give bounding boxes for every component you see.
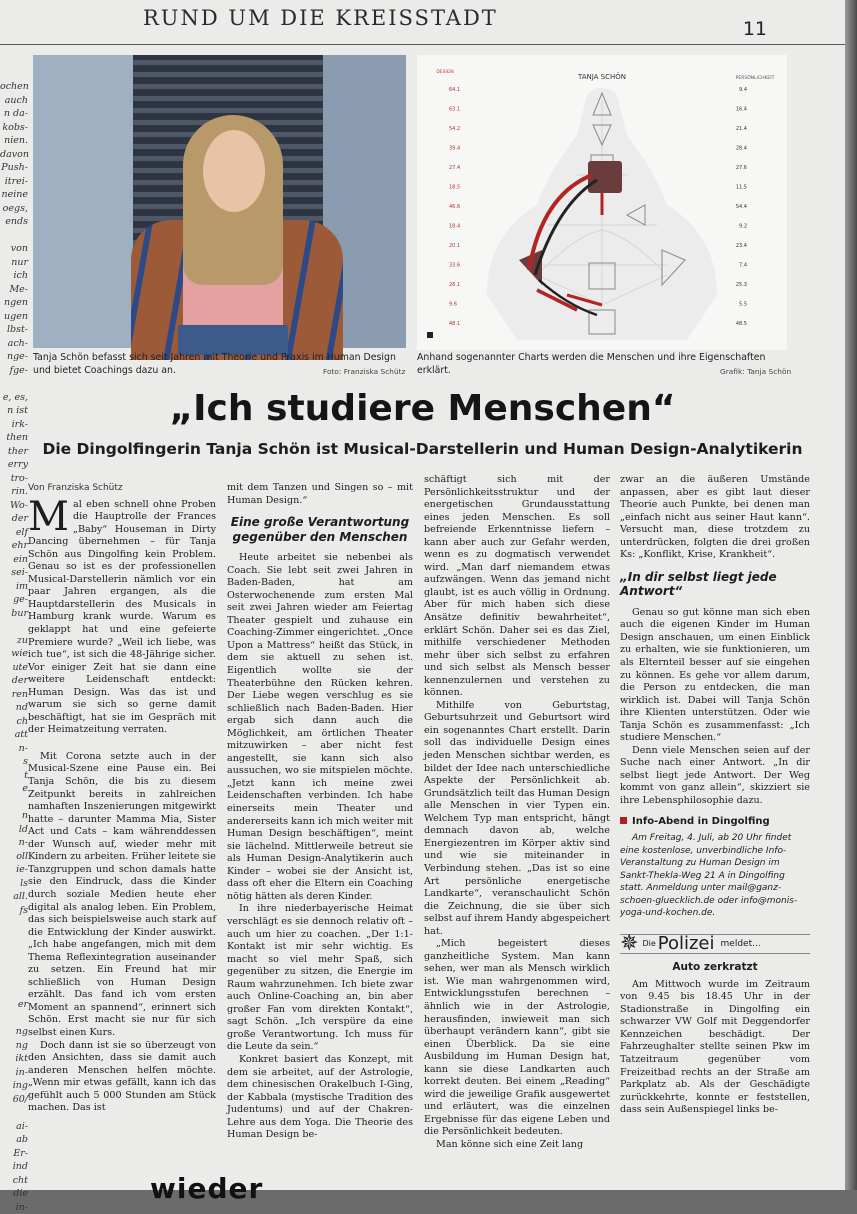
cutoff-text: ugen <box>0 310 28 324</box>
cutoff-text: ich <box>0 269 28 283</box>
cutoff-text: ach- <box>0 337 28 351</box>
cutoff-text: s <box>0 755 28 769</box>
subheadline: Die Dingolfingerin Tanja Schön ist Musical-Darstellerin und Human Design-Analytikerin <box>0 440 845 458</box>
cutoff-text: neine <box>0 188 28 202</box>
cutoff-text: in- <box>0 1201 28 1214</box>
cutoff-text: t <box>0 769 28 783</box>
chart-left-head: DESIGN <box>436 69 453 75</box>
cutoff-text: der <box>0 512 28 526</box>
cutoff-text: 60/ <box>0 1093 28 1107</box>
cutoff-text: wie <box>0 647 28 661</box>
chart-right-head: PERSÖNLICHKEIT <box>736 74 775 81</box>
chart-gate-value: 28.4 <box>736 146 747 152</box>
police-small: Die <box>642 938 655 951</box>
cutoff-text: ge- <box>0 593 28 607</box>
chart-left-values <box>449 87 460 327</box>
cutoff-text: nur <box>0 256 28 270</box>
cutoff-text: e, es, <box>0 391 28 405</box>
cutoff-text: ends <box>0 215 28 229</box>
police-title-word: Polizei <box>658 938 715 951</box>
article-column-3 <box>424 474 610 1152</box>
cutoff-text: erry <box>0 458 28 472</box>
paragraph: mit dem Tanzen und Singen so – mit Human Design.“ <box>227 482 413 507</box>
paragraph: Konkret basiert das Konzept, mit dem sie arbeitet, auf der Astrologie, dem chinesischen Orakelbuch I-Ging, der Kabbala (mystische Tradition des Judentums) und auf der Chakren-Lehre aus dem Yoga. Die Theorie des Human Design be- <box>227 1054 413 1142</box>
chart-gate-value: 63.1 <box>449 107 460 113</box>
cutoff-text: die <box>0 1187 28 1201</box>
cutoff-text: n- <box>0 836 28 850</box>
chart-gate-value: 23.4 <box>736 243 747 249</box>
cutoff-text: er <box>0 998 28 1012</box>
cutoff-text: Me- <box>0 283 28 297</box>
cutoff-text: ing <box>0 1079 28 1093</box>
cutoff-text: in- <box>0 1066 28 1080</box>
chart-gate-value: 28.1 <box>449 282 460 288</box>
cutoff-text: tro- <box>0 472 28 486</box>
chart-gate-value: 46.6 <box>449 204 460 210</box>
cutoff-text <box>0 917 28 931</box>
cutoff-text: then <box>0 431 28 445</box>
paragraph: schäftigt sich mit der Persönlichkeitsstruktur und der energetischen Grundausstattung eines jeden Menschen. Es soll befreiende Erkenntnisse liefern – kann aber auch zur Gefahr werden, wenn es zu dogmatisch verwendet wird. „Man darf niemandem etwas aufzwängen. Wenn das jemand nicht glaubt, ist es auch völlig in Ordnung. Aber für mich haben sich diese Ansätze definitiv bewahrheitet“, erklärt Schön. Daher sei es das Ziel, mithilfe verschiedener Methoden mehr über sich selbst zu erfahren und sich selbst als Mensch besser kennenzulernen und verstehen zu können. <box>424 474 610 700</box>
chart-gate-value: 48.1 <box>449 321 460 327</box>
paragraph: al eben schnell ohne Proben die Hauptrolle der Frances „Baby“ Houseman in Dirty Dancing übernehmen – für Tanja Schön aus Dingolfing kein Problem. Genau so ist es der professionellen Musical-Darstellerin nämlich vor ein paar Jahren ergangen, als die Hauptdarstellerin des Musicals in Hamburg krank wurde. Warum es geklappt hat und eine gefeierte Premiere wurde? „Weil ich liebe, was ich tue“, ist sich die 48-Jährige sicher. Vor einiger Zeit hat sie dann eine weitere Leidenschaft entdeckt: Human Design. Was das ist und warum sie sich so gerne damit beschäftigt, hat sie im Gespräch mit der Heimatzeitung verraten. <box>28 499 216 736</box>
cutoff-text: bur <box>0 607 28 621</box>
cutoff-text: fge- <box>0 364 28 378</box>
cutoff-text <box>0 229 28 243</box>
cutoff-text: von <box>0 242 28 256</box>
police-report-text: Am Mittwoch wurde im Zeitraum von 9.45 bis 18.45 Uhr in der Stadionstraße in Dingolfing ein schwarzer VW Golf mit Deggendorfer Kennzeichen beschädigt. Der Fahrzeughalter stellte seinen Pkw im Tatzeitraum gegenüber vom Freizeitbad rechts an der Straße am Parkplatz ab. Als der Geschädigte zurückkehrte, konnte er feststellen, dass sein Außenspiegel links be- <box>620 979 810 1117</box>
paragraph: In ihre niederbayerische Heimat verschlägt es sie dennoch relativ oft – auch um hier zu coachen. „Der 1:1-Kontakt ist mir sehr wichtig. Es macht so viel mehr Spaß, sich gegenüber zu sitzen, die Energie im Raum wahrzunehmen. Ich biete zwar auch Online-Coaching an, bin aber großer Fan vom direkten Kontakt“, sagt Schön. „Ich verspüre da eine große Verantwortung. Ich muss für die Leute da sein.“ <box>227 903 413 1054</box>
cutoff-text: ren <box>0 688 28 702</box>
info-box-text: Am Freitag, 4. Juli, ab 20 Uhr findet eine kostenlose, unverbindliche Info-Veranstaltung zu Human Design im Sankt-Thekla-Weg 21 A in Dingolfing statt. Anmeldung unter mail@ganz-schoen-gluecklich.de oder info@monis-yoga-und-kochen.de. <box>620 832 810 920</box>
paragraph: zwar an die äußeren Umstände anpassen, aber es gibt laut dieser Theorie auch Punkte, bei denen man „einfach nicht aus seiner Haut kann“. Versucht man, diese trotzdem zu unterdrücken, folgten die drei großen Ks: „Konflikt, Krise, Krankheit“. <box>620 474 810 562</box>
header-divider <box>0 44 845 45</box>
cutoff-text <box>0 620 28 634</box>
cutoff-text: irk- <box>0 418 28 432</box>
cutoff-text <box>0 796 28 810</box>
police-star-icon: ✵ <box>620 938 638 951</box>
chart-gate-value: 54.2 <box>449 126 460 132</box>
cutoff-text: im <box>0 580 28 594</box>
subheading-responsibility: Eine große Verantwortung gegenüber den Menschen <box>227 515 413 544</box>
paragraph: Man könne sich eine Zeit lang <box>424 1139 610 1152</box>
police-report-title: Auto zerkratzt <box>620 961 810 974</box>
chart-logo <box>427 332 433 338</box>
chart-gate-value: 18.4 <box>449 224 460 230</box>
cutoff-text: Wo- <box>0 499 28 513</box>
cutoff-text: ute <box>0 661 28 675</box>
cutoff-text: oll <box>0 850 28 864</box>
portrait-photo <box>33 55 406 348</box>
info-box-heading: Info-Abend in Dingolfing <box>620 816 810 829</box>
cutoff-text: n da- <box>0 107 28 121</box>
chart-gate-value: 9.2 <box>739 224 747 230</box>
cutoff-text: ai- <box>0 1120 28 1134</box>
article-column-4 <box>620 474 810 1117</box>
chart-gate-value: 48.5 <box>736 321 747 327</box>
cutoff-text: Er- <box>0 1147 28 1161</box>
cutoff-text: ikt <box>0 1052 28 1066</box>
cutoff-text <box>0 985 28 999</box>
previous-article-cutoff <box>0 80 28 1214</box>
cutoff-text <box>0 1106 28 1120</box>
cutoff-text: auch <box>0 94 28 108</box>
paragraph: Genau so gut könne man sich eben auch die eigenen Kinder im Human Design anschauen, um einen Einblick zu erhalten, wie sie funktionieren, um als Elternteil besser auf sie eingehen zu können. Es gehe vor allem darum, die Person zu entdecken, die man wirklich ist. Dabei will Tanja Schön ihre Klienten unterstützen. Oder wie Tanja Schön es zusammenfasst: „Ich studiere Menschen.“ <box>620 607 810 745</box>
cutoff-text: ld <box>0 823 28 837</box>
paragraph: Heute arbeitet sie nebenbei als Coach. Sie lebt seit zwei Jahren in Baden-Baden, hat am Osterwochenende zum ersten Mal seit zwei Jahren wieder am Feiertag Theater gespielt und zuhause ein Coaching-Zimmer eingerichtet. „Once Upon a Mattress“ heißt das Stück, in dem sie aktuell zu sehen ist. Eigentlich wollte sie der Theaterbühne den Rücken kehren. Der Liebe wegen verschlug es sie schließlich nach Baden-Baden. Hier ergab sich dann auch die Möglichkeit, am örtlichen Theater mitzuwirken – aber nicht fest angestellt, sie kann sich also aussuchen, wo sie mitspielen möchte. „Jetzt kann ich meine zwei Leidenschaften verbinden. Ich habe einerseits mein Theater und andererseits kann ich mich weiter mit Human Design beschäftigen“, meint sie lächelnd. Mittlerweile betreut sie als Human Design-Analytikerin auch Kinder – wobei sie der Ansicht ist, dass oft eher die Eltern ein Coaching nötig hätten als deren Kinder. <box>227 552 413 903</box>
center-g <box>588 161 622 193</box>
cutoff-text <box>0 931 28 945</box>
paragraph: Mithilfe von Geburtstag, Geburtsuhrzeit und Geburtsort wird ein sogenanntes Chart erstellt. Darin soll das individuelle Design eines jeden Menschen sichtbar werden, es bildet der Idee nach unterschiedliche Aspekte der Persönlichkeit ab. Grundsätzlich teilt das Human Design alle Menschen in vier Typen ein. Welchem Typ man entspricht, hängt demnach davon ab, welche Energiezentren im Körper aktiv sind und wie sie miteinander in Verbindung stehen. „Das ist so eine Art persönliche energetische Landkarte“, veranschaulicht Schön die Zeichnung, die sie über sich selbst auf ihrem Handy abgespeichert hat. <box>424 700 610 938</box>
cutoff-text: n ist <box>0 404 28 418</box>
cutoff-text: ls <box>0 877 28 891</box>
chart-gate-value: 21.4 <box>736 126 747 132</box>
cutoff-text: der <box>0 674 28 688</box>
paragraph: Doch dann ist sie so überzeugt von den Ansichten, dass sie damit auch anderen Menschen helfen möchte. „Wenn mir etwas gefällt, kann ich das gefühlt auch 5 000 Stunden am Stück machen. Das ist <box>28 1040 216 1115</box>
cutoff-text: ehr <box>0 539 28 553</box>
bodygraph-svg <box>417 55 787 350</box>
next-article-headline-partial: wieder <box>150 1172 263 1205</box>
chart-title: TANJA SCHÖN <box>577 72 626 81</box>
cutoff-text: n <box>0 809 28 823</box>
red-square-icon <box>620 817 627 824</box>
police-report-banner <box>620 934 810 955</box>
chart-right-values <box>736 87 747 327</box>
cutoff-text: ochen <box>0 80 28 94</box>
paragraph: Denn viele Menschen seien auf der Suche nach einer Antwort. „In dir selbst liegt jede Antwort. Der Weg kommt von ganz allein“, skizziert sie ihre Lebensphilosophie dazu. <box>620 745 810 808</box>
chart-gate-value: 54.4 <box>736 204 747 210</box>
paragraph: Mit Corona setzte auch in der Musical-Szene eine Pause ein. Bei Tanja Schön, die bis zu diesem Zeitpunkt bereits in zahlreichen namhaften Inszenierungen mitgewirkt hatte – darunter Mamma Mia, Sister Act und Cats – kam währenddessen der Wunsch auf, wieder mehr mit Kindern zu arbeiten. Früher leitete sie Tanzgruppen und schon damals hatte sie den Eindruck, dass die Kinder durch soziale Medien heute eher digital als analog leben. Ein Problem, das sich beispielsweise auch stark auf die Entwicklung der Kinder auswirkt. „Ich habe angefangen, mich mit dem Thema Reflexintegration auseinander zu setzen. Ein Freund hat mir schließlich von Human Design erzählt. Das fand ich vom ersten Moment an spannend“, erinnert sich Schön. Erst macht sie nur für sich selbst einen Kurs. <box>28 751 216 1040</box>
cutoff-text: oegs, <box>0 202 28 216</box>
chart-gate-value: 25.3 <box>736 282 747 288</box>
chart-gate-value: 9.6 <box>449 302 457 308</box>
chart-gate-value: 39.4 <box>449 146 460 152</box>
cutoff-text: ein <box>0 553 28 567</box>
cutoff-text: nien. <box>0 134 28 148</box>
cutoff-text: ng <box>0 1025 28 1039</box>
cutoff-text: att <box>0 728 28 742</box>
cutoff-text: ind <box>0 1160 28 1174</box>
cutoff-text: ngen <box>0 296 28 310</box>
cutoff-text: kobs- <box>0 121 28 135</box>
cutoff-text: ng <box>0 1039 28 1053</box>
cutoff-text: Push- <box>0 161 28 175</box>
chart-caption: Anhand sogenannter Charts werden die Menschen und ihre Eigenschaften erklärt. <box>417 352 787 377</box>
cutoff-text: ab <box>0 1133 28 1147</box>
cutoff-text: sei- <box>0 566 28 580</box>
drop-cap: M <box>28 500 69 534</box>
chart-gate-value: 64.1 <box>449 87 460 93</box>
cutoff-text: lbst- <box>0 323 28 337</box>
article-column-1 <box>28 482 216 1115</box>
police-meldet: meldet... <box>721 938 761 951</box>
article-column-2 <box>227 482 413 1142</box>
cutoff-text: davon <box>0 148 28 162</box>
chart-gate-value: 16.4 <box>736 107 747 113</box>
cutoff-text <box>0 971 28 985</box>
section-title: RUND UM DIE KREISSTADT <box>143 6 498 30</box>
cutoff-text: fs <box>0 904 28 918</box>
chart-gate-value: 18.5 <box>449 185 460 191</box>
cutoff-text: e <box>0 782 28 796</box>
chart-gate-value: 7.4 <box>739 263 747 269</box>
cutoff-text: nge- <box>0 350 28 364</box>
author-line: Von Franziska Schütz <box>28 482 216 495</box>
chart-gate-value: 11.5 <box>736 185 747 191</box>
page-edge-shadow <box>845 0 857 1190</box>
cutoff-text: zu <box>0 634 28 648</box>
cutoff-text: elf <box>0 526 28 540</box>
paragraph: „Mich begeistert dieses ganzheitliche System. Man kann sehen, wer man als Mensch wirklich ist. Wie man wahrgenommen wird, Entwicklungsstufen berechnen – ähnlich wie in der Astrologie, herausfinden, inwieweit man sich überhaupt verändern kann“, gibt sie einen Überblick. Da sie eine Ausbildung im Human Design hat, kann sie diese Landkarten auch korrekt deuten. Bei einem „Reading“ wird die jeweilige Grafik ausgewertet und erläutert, was die einzelnen Ergebnisse für das eigene Leben und die Persönlichkeit bedeuten. <box>424 938 610 1139</box>
cutoff-text: ther <box>0 445 28 459</box>
page-number: 11 <box>743 18 767 40</box>
chart-gate-value: 27.6 <box>736 165 747 171</box>
cutoff-text: nd <box>0 701 28 715</box>
cutoff-text: n- <box>0 742 28 756</box>
chart-credit: Grafik: Tanja Schön <box>720 367 791 376</box>
cutoff-text: ch <box>0 715 28 729</box>
cutoff-text: ie- <box>0 863 28 877</box>
cutoff-text: all. <box>0 890 28 904</box>
subheading-answer: „In dir selbst liegt jede Antwort“ <box>620 570 810 599</box>
cutoff-text: rin. <box>0 485 28 499</box>
chart-gate-value: 9.4 <box>739 87 747 93</box>
headline: „Ich studiere Menschen“ <box>0 388 845 429</box>
cutoff-text <box>0 944 28 958</box>
chart-gate-value: 5.5 <box>739 302 747 308</box>
photo-caption: Tanja Schön befasst sich seit Jahren mit Theorie und Praxis im Human Design und bietet Coachings dazu an. <box>33 352 406 377</box>
photo-credit: Foto: Franziska Schütz <box>323 367 405 376</box>
human-design-chart <box>417 55 787 350</box>
chart-gate-value: 33.6 <box>449 263 460 269</box>
cutoff-text: cht <box>0 1174 28 1188</box>
cutoff-text <box>0 1012 28 1026</box>
chart-gate-value: 20.1 <box>449 243 460 249</box>
chart-gate-value: 27.4 <box>449 165 460 171</box>
cutoff-text: itrei- <box>0 175 28 189</box>
cutoff-text <box>0 958 28 972</box>
